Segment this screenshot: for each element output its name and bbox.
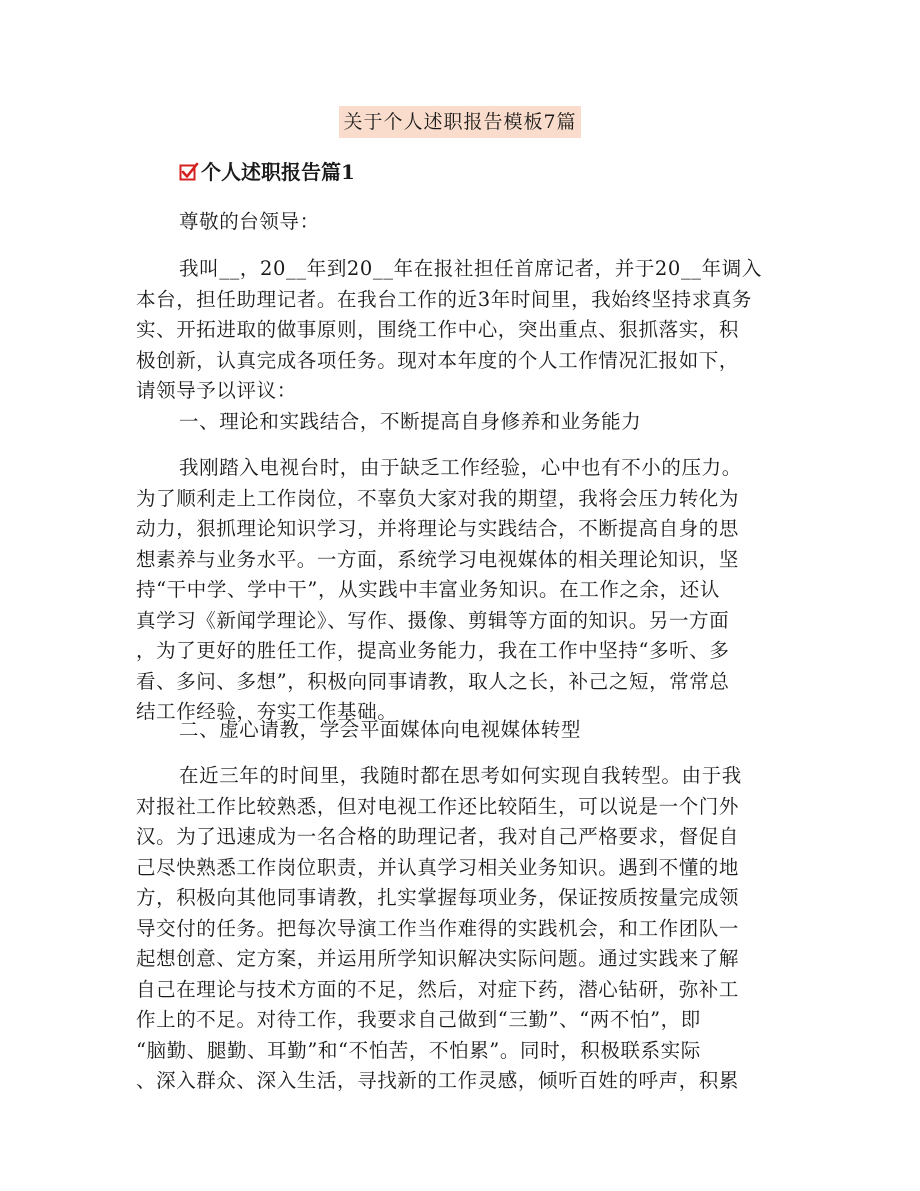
section-heading: [179, 158, 355, 186]
intro-paragraph: [136, 254, 786, 407]
text-line: 结工作经验，夯实工作基础。: [136, 700, 398, 723]
section1-title: 一、理论和实践结合，不断提高自身修养和业务能力: [179, 410, 642, 433]
text-line: 请领导予以评议：: [136, 379, 297, 402]
text-line: 真学习《新闻学理论》、写作、摄像、剪辑等方面的知识。另一方面: [136, 608, 730, 632]
text-line: 我刚踏入电视台时，由于缺乏工作经验，心中也有不小的压力。: [179, 456, 742, 479]
text-line: 方，积极向其他同事请教，扎实掌握每项业务，保证按质按量完成领: [136, 886, 740, 909]
section1-paragraph: [136, 453, 786, 728]
text-line: 看、多问、多想”，积极向同事请教，取人之长，补己之短，常常总: [136, 669, 730, 693]
text-line: 汉。为了迅速成为一名合格的助理记者，我对自己严格要求，督促自: [136, 825, 740, 848]
text-line: ，为了更好的胜任工作，提高业务能力，我在工作中坚持“多听、多: [136, 639, 730, 662]
text-line: 己尽快熟悉工作岗位职责，并认真学习相关业务知识。遇到不懂的地: [136, 855, 740, 879]
text-line: 我叫__，20__年到20__年在报社担任首席记者，并于20__年调入: [179, 257, 762, 280]
salutation: 尊敬的台领导：: [179, 210, 320, 233]
text-line: 起想创意、定方案，并运用所学知识解决实际问题。通过实践来了解: [136, 947, 740, 970]
title-wrap: [0, 106, 920, 138]
text-line: 在近三年的时间里，我随时都在思考如何实现自我转型。由于我: [179, 764, 742, 787]
checked-box-icon: [179, 162, 199, 182]
text-line: 动力，狠抓理论知识学习，并将理论与实践结合，不断提高自身的思: [136, 517, 740, 540]
text-line: 本台，担任助理记者。在我台工作的近3年时间里，我始终坚持求真务: [136, 287, 753, 311]
text-line: 、深入群众、深入生活，寻找新的工作灵感，倾听百姓的呼声，积累: [136, 1069, 740, 1092]
text-line: 为了顺利走上工作岗位，不辜负大家对我的期望，我将会压力转化为: [136, 486, 740, 510]
text-line: 想素养与业务水平。一方面，系统学习电视媒体的相关理论知识，坚: [136, 547, 740, 571]
section2-paragraph: [136, 761, 786, 1097]
text-line: 极创新，认真完成各项任务。现对本年度的个人工作情况汇报如下，: [136, 348, 740, 372]
text-line: 自己在理论与技术方面的不足，然后，对症下药，潜心钻研，弥补工: [136, 977, 740, 1001]
text-line: 导交付的任务。把每次导演工作当作难得的实践机会，和工作团队一: [136, 916, 740, 940]
text-line: 作上的不足。对待工作，我要求自己做到“三勤”、“两不怕”，即: [136, 1008, 701, 1031]
text-line: “脑勤、腿勤、耳勤”和“不怕苦，不怕累”。同时，积极联系实际: [136, 1038, 701, 1062]
text-line: 持“干中学、学中干”，从实践中丰富业务知识。在工作之余，还认: [136, 578, 720, 601]
heading-text: 个人述职报告篇1: [201, 160, 355, 184]
document-title: 关于个人述职报告模板7篇: [339, 106, 580, 138]
section2-title: 二、虚心请教，学会平面媒体向电视媒体转型: [179, 718, 582, 741]
text-line: 对报社工作比较熟悉，但对电视工作还比较陌生，可以说是一个门外: [136, 794, 740, 818]
text-line: 实、开拓进取的做事原则，围绕工作中心，突出重点、狠抓落实，积: [136, 318, 740, 341]
